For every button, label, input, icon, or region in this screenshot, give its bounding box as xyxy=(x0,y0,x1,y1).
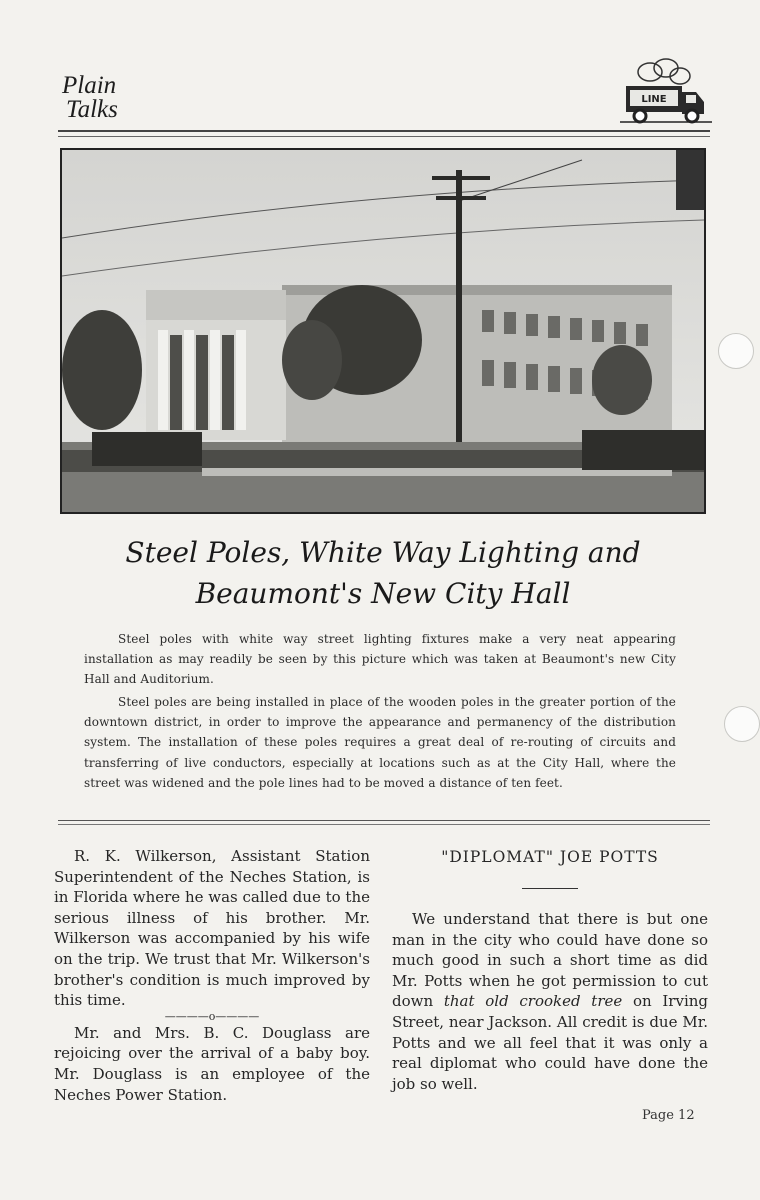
article-paragraph-2: Steel poles are being installed in place of the wooden poles in the greater portion of the downtown district, in order to improve the appearance and permanency of the distribution system. The installation of these poles requires a great deal of re-routing of circuits and transferring of live conductors, especially at locations such as at the City Hall, where the street was widened and the pole lines had to be moved a distance of ten feet. xyxy=(84,695,676,790)
title-line-2: Beaumont's New City Hall xyxy=(195,577,571,610)
article-title xyxy=(60,532,706,614)
potts-text-start: We understand that there is but one man in the city who could have done so much good in such a short time as did Mr. Potts when he got permission to cut down xyxy=(392,910,708,1011)
page-number: Page 12 xyxy=(642,1108,695,1123)
potts-heading: "DIPLOMAT" JOE POTTS xyxy=(441,848,659,866)
header-rule xyxy=(58,130,710,137)
heading-rule xyxy=(522,888,578,889)
title-line-1: Steel Poles, White Way Lighting and xyxy=(125,536,641,569)
plain-talks-logo xyxy=(62,72,152,128)
truck-sign-text: LINE xyxy=(641,94,667,105)
logo-word-plain: Plain xyxy=(62,72,117,99)
left-column xyxy=(54,846,370,1105)
potts-text-italic: that old crooked tree xyxy=(443,992,623,1011)
logo-word-talks: Talks xyxy=(66,96,118,123)
column-separator: ————o———— xyxy=(164,1009,260,1023)
article-paragraph-1: Steel poles with white way street lighting fixtures make a very neat appearing installation as may readily be seen by this picture which was taken at Beaumont's new City Hall and Auditorium. xyxy=(84,632,676,687)
potts-text-end: on Irving Street, near Jackson. All credit is due Mr. Potts and we all feel that it was only a real diplomat who could have done the job so well. xyxy=(392,992,709,1093)
right-column xyxy=(392,846,708,1094)
city-hall-photo xyxy=(60,148,706,514)
truck-icon xyxy=(620,58,712,126)
binder-hole-bottom xyxy=(724,706,760,742)
wilkerson-news: R. K. Wilkerson, Assistant Station Superintendent of the Neches Station, is in Florida where he was called due to the serious illness of his brother. Mr. Wilkerson was accompanied by his wife on the trip. We trust that Mr. Wilkerson's brother's condition is much improved by this time. xyxy=(54,847,370,1010)
douglass-news: Mr. and Mrs. B. C. Douglass are rejoicing over the arrival of a baby boy. Mr. Douglass is an employee of the Neches Power Station. xyxy=(54,1023,370,1104)
binder-hole-top xyxy=(718,333,754,369)
section-rule xyxy=(58,820,710,825)
potts-story xyxy=(392,909,708,1094)
